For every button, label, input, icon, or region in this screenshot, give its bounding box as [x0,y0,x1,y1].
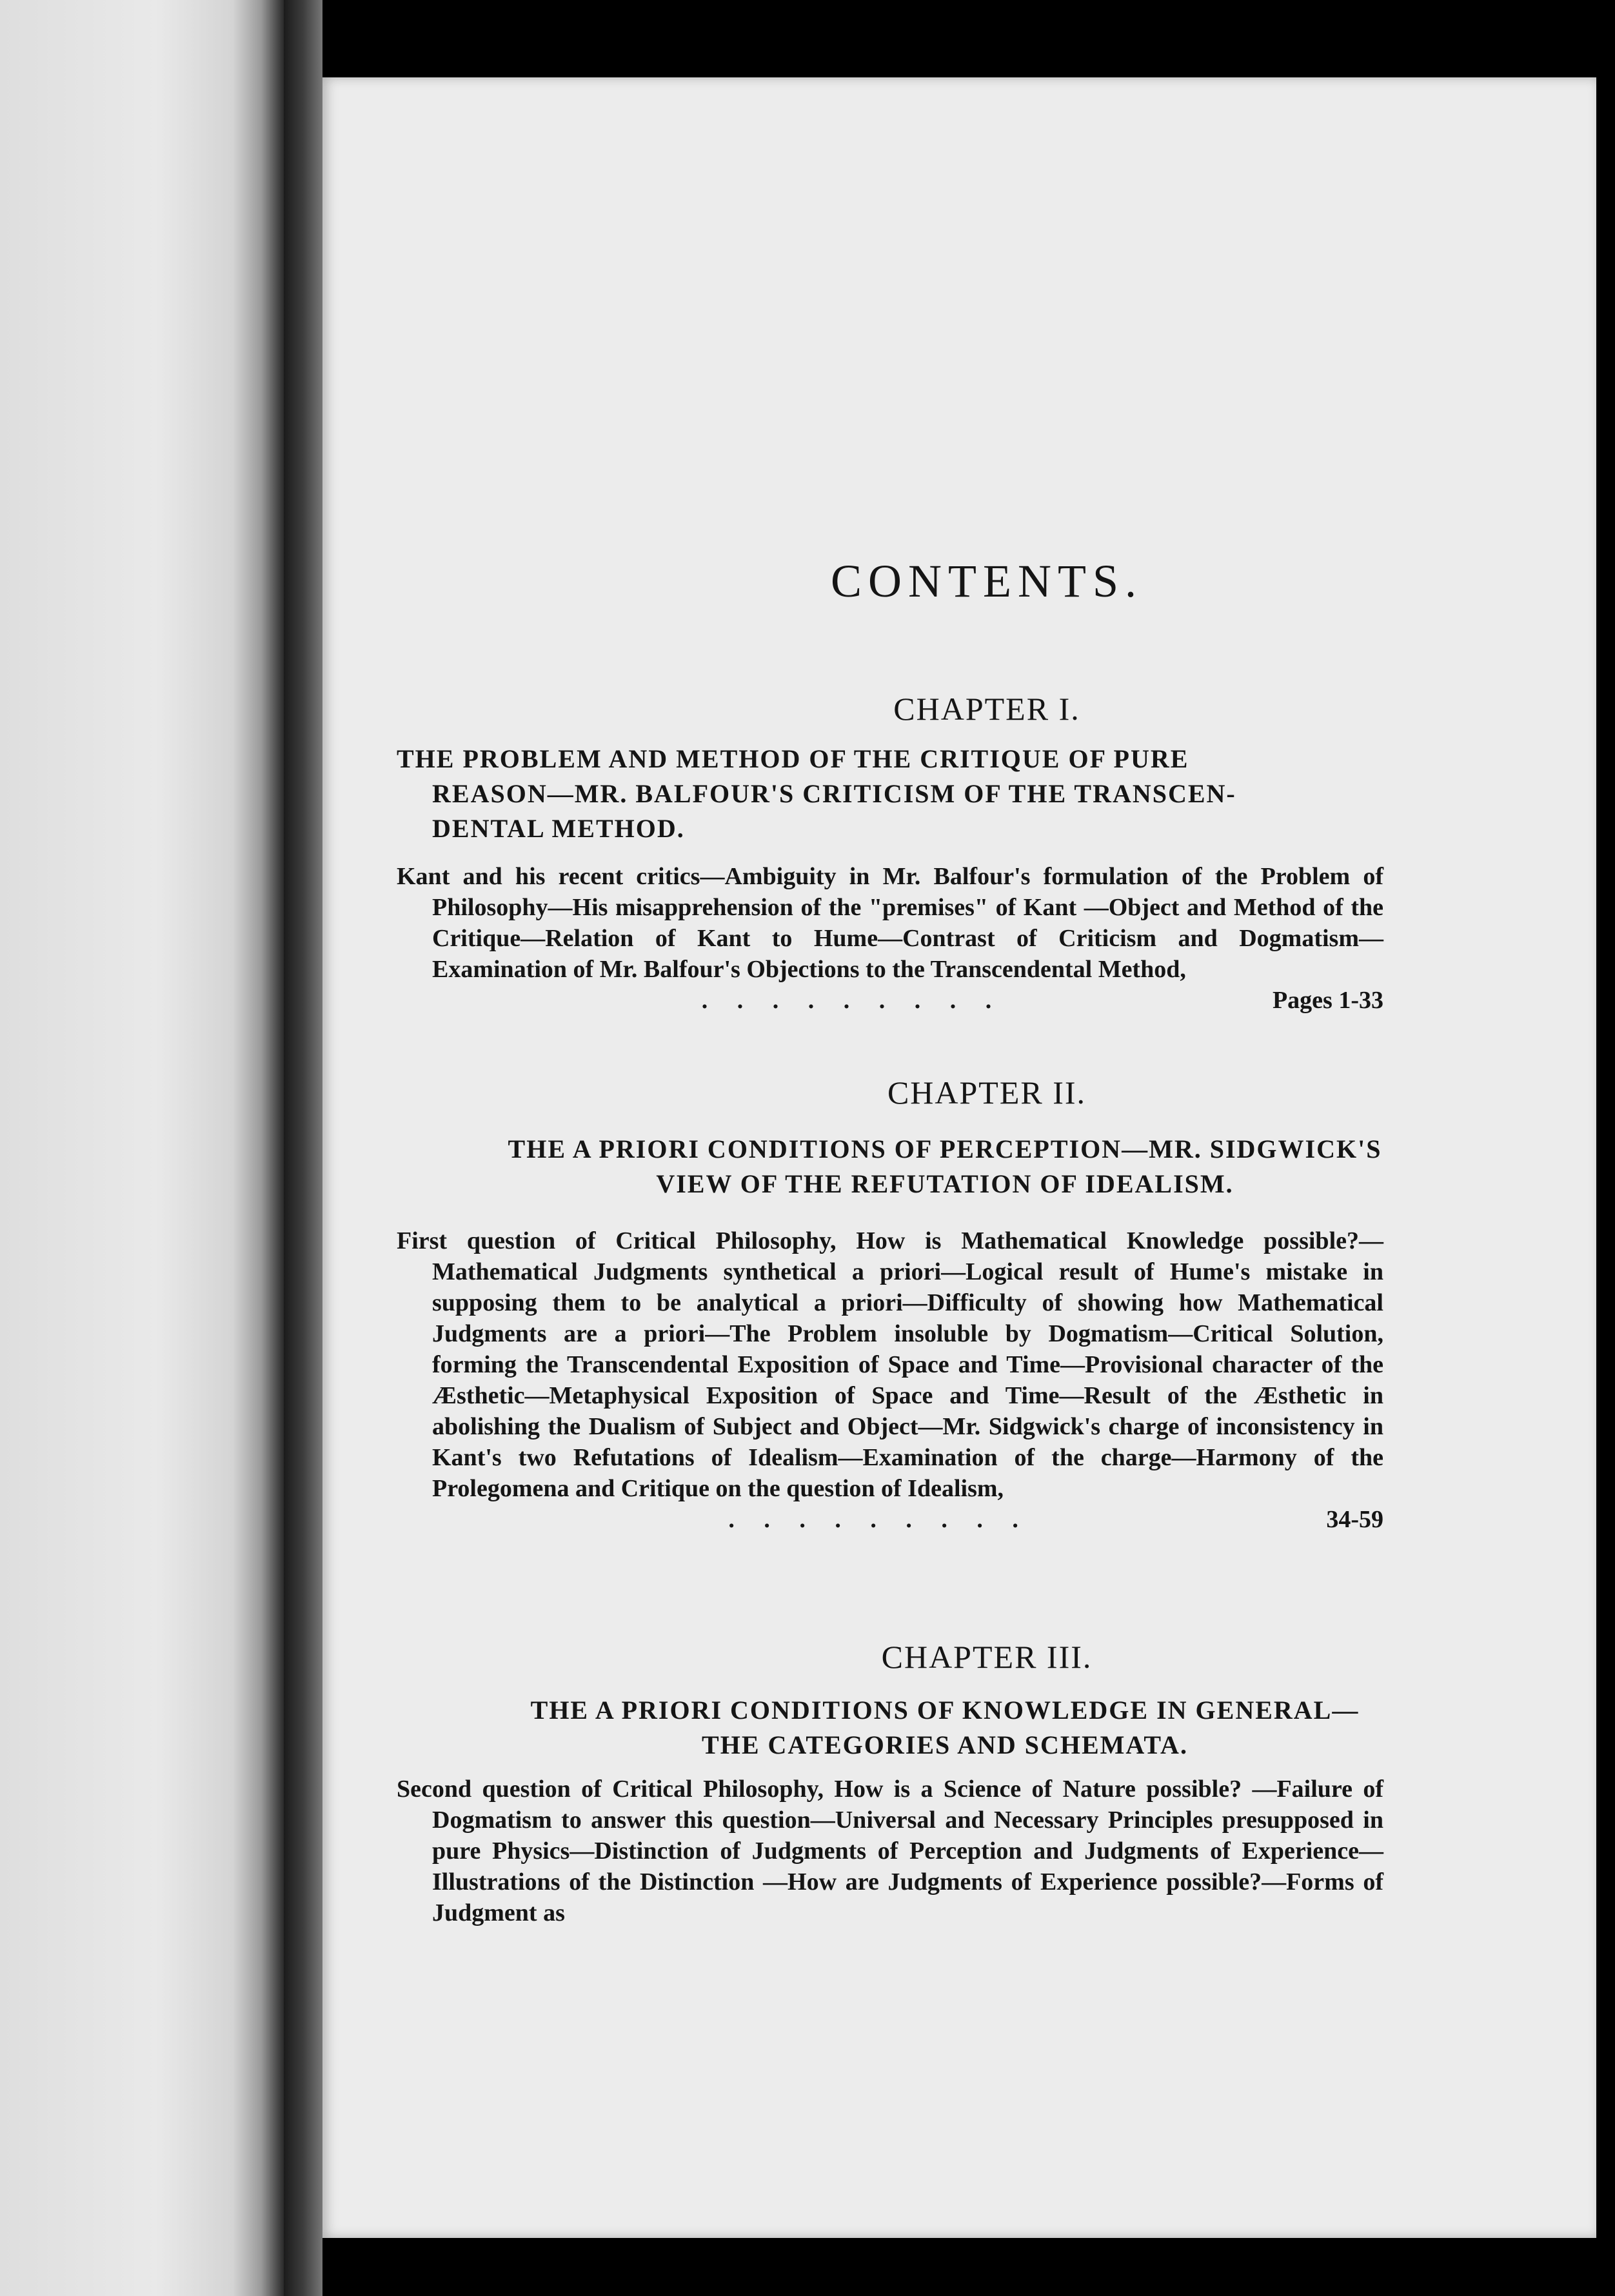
chapter-2-pages-line [432,1504,1383,1535]
chapter-3-summary-text: Second question of Critical Philosophy, How is a Science of Nature possible? —Failure of Dogmatism to answer this question—Universal and Necessary Principles presupposed in pure Physics—Distinction of Judgments of Perception and Judgments of Experience—Illustrations of the Distinction —How are Judgments of Experience possible?—Forms of Judgment as [397,1776,1383,1926]
chapter-1-title-line-3: DENTAL METHOD. [432,814,685,843]
leader-dots: . . . . . . . . . [728,1506,1030,1533]
contents-page [322,77,1596,2238]
chapter-2-title [387,1132,1503,1202]
chapter-3-title [387,1693,1503,1763]
chapter-3-heading: CHAPTER III. [881,1639,1093,1675]
chapter-3-summary [397,1774,1383,1928]
chapter-1-pages-line [432,985,1383,1016]
chapter-2-title-line-2: VIEW OF THE REFUTATION OF IDEALISM. [656,1169,1234,1198]
chapter-1-summary-text: Kant and his recent critics—Ambiguity in Mr. Balfour's formulation of the Problem of Philosophy—His misapprehension of the "premises" of Kant —Object and Method of the Critique—Relation of Kant to Hume—Contrast of Criticism and Dogmatism—Examination of Mr. Balfour's Objections to the Transcendental Method, [397,863,1383,983]
book-gutter [284,0,322,2296]
chapter-3-title-line-2: THE CATEGORIES AND SCHEMATA. [702,1730,1188,1759]
facing-page-edge [0,0,284,2296]
chapter-1-title-line-2: REASON—MR. BALFOUR'S CRITICISM OF THE TRANSCEN- [432,779,1236,808]
chapter-1-pages: Pages 1-33 [1272,987,1383,1014]
chapter-1-title [397,742,1512,846]
chapter-2-summary [397,1225,1383,1535]
chapter-1-heading: CHAPTER I. [893,691,1080,727]
chapter-2-title-line-1: THE A PRIORI CONDITIONS OF PERCEPTION—MR. SIDGWICK'S [508,1134,1382,1163]
chapter-2-summary-text: First question of Critical Philosophy, How is Mathematical Knowledge possible?—Mathematical Judgments synthetical a priori—Logical result of Hume's mistake in supposing them to be analytical a priori—Difficulty of showing how Mathematical Judgments are a priori—The Problem insoluble by Dogmatism—Critical Solution, forming the Transcendental Exposition of Space and Time—Provisional character of the Æsthetic—Metaphysical Exposition of Space and Time—Result of the Æsthetic in abolishing the Dualism of Subject and Object—Mr. Sidgwick's charge of inconsistency in Kant's two Refutations of Idealism—Examination of the charge—Harmony of the Prolegomena and Critique on the question of Idealism, [397,1227,1383,1502]
leader-dots: . . . . . . . . . [701,987,1004,1014]
chapter-2-pages: 34-59 [1326,1506,1383,1533]
chapter-2-heading: CHAPTER II. [887,1074,1087,1111]
chapter-1-title-line-1: THE PROBLEM AND METHOD OF THE CRITIQUE OF PURE [397,744,1189,773]
page-title: CONTENTS. [831,555,1143,607]
chapter-3-title-line-1: THE A PRIORI CONDITIONS OF KNOWLEDGE IN GENERAL— [530,1696,1360,1725]
chapter-1-summary [397,861,1383,1016]
